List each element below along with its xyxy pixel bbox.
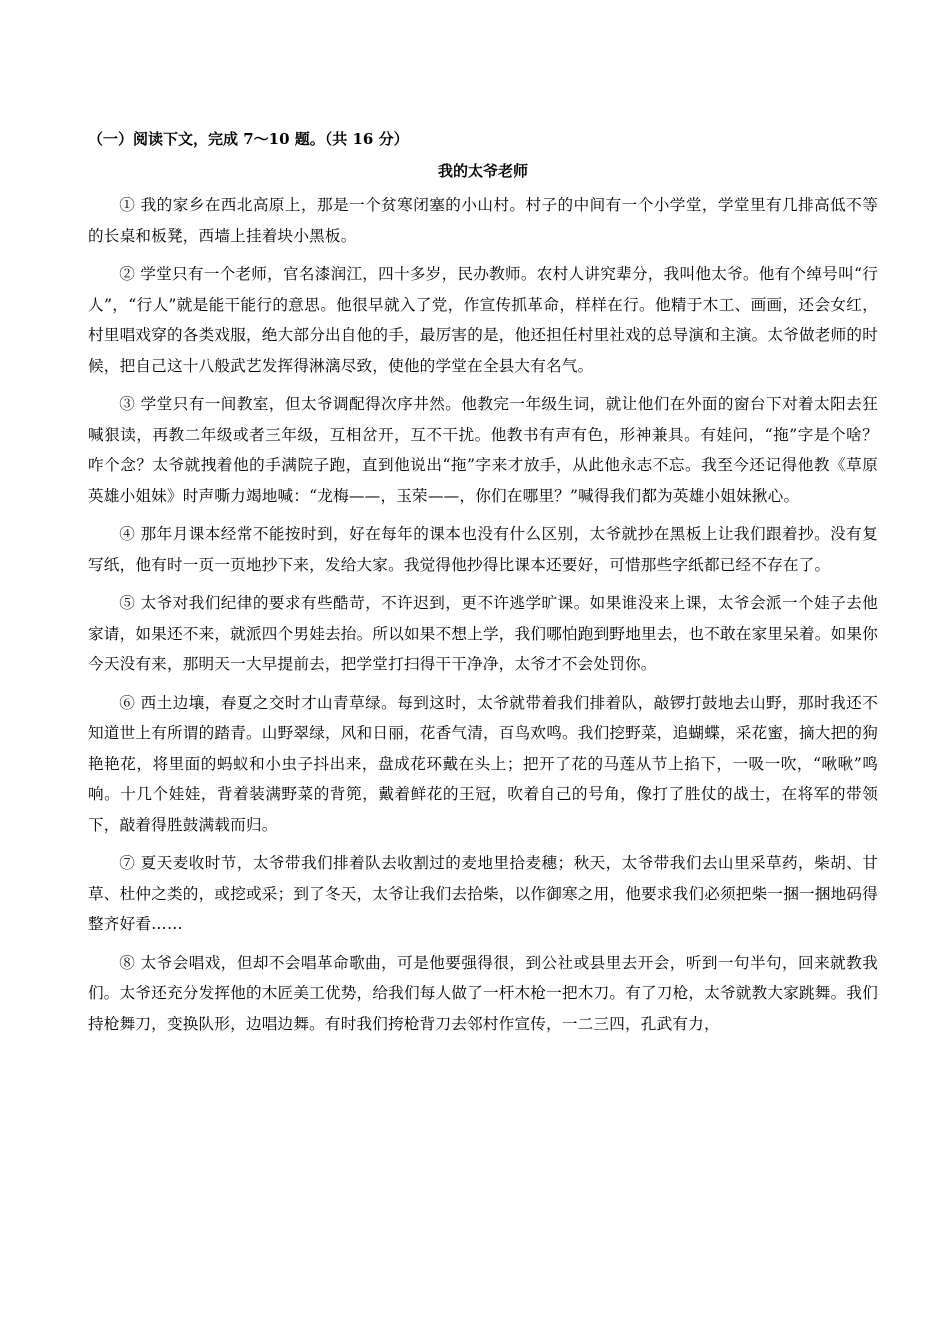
paragraph-8: ⑧ 太爷会唱戏，但却不会唱革命歌曲，可是他要强得很，到公社或县里去开会，听到一句半句，回来就教我们。太爷还充分发挥他的木匠美工优势，给我们每人做了一杆木枪一把木刀。有了刀枪，太爷就教大家跳舞。我们持枪舞刀，变换队形，边唱边舞。有时我们挎枪背刀去邻村作宣传，一二三四，孔武有力， — [88, 953, 878, 1033]
paragraph-1: ① 我的家乡在西北高原上，那是一个贫寒闭塞的小山村。村子的中间有一个小学堂，学堂里有几排高低不等的长桌和板凳，西墙上挂着块小黑板。 — [88, 196, 878, 245]
document-page — [88, 128, 878, 1047]
paragraph-2: ② 学堂只有一个老师，官名漆润江，四十多岁，民办教师。农村人讲究辈分，我叫他太爷。他有个绰号叫“行人”，“行人”就是能干能行的意思。他很早就入了党，作宣传抓革命，样样在行。他精于木工、画画，还会女红，村里唱戏穿的各类戏服，绝大部分出自他的手，最厉害的是，他还担任村里社戏的总导演和主演。太爷做老师的时候，把自己这十八般武艺发挥得淋漓尽致，使他的学堂在全县大有名气。 — [88, 265, 878, 375]
paragraph-7: ⑦ 夏天麦收时节，太爷带我们排着队去收割过的麦地里拾麦穗；秋天，太爷带我们去山里采草药，柴胡、甘草、杜仲之类的，或挖或采；到了冬天，太爷让我们去拾柴，以作御寒之用，他要求我们必须把柴一捆一捆地码得整齐好看…… — [88, 854, 878, 933]
paragraph-4: ④ 那年月课本经常不能按时到，好在每年的课本也没有什么区别，太爷就抄在黑板上让我们跟着抄。没有复写纸，他有时一页一页地抄下来，发给大家。我觉得他抄得比课本还要好，可惜那些字纸都已经不存在了。 — [88, 525, 878, 574]
paragraph-3: ③ 学堂只有一间教室，但太爷调配得次序井然。他教完一年级生词，就让他们在外面的窗台下对着太阳去狂喊狠读，再教二年级或者三年级，互相岔开，互不干扰。他教书有声有色，形神兼具。有娃问，“拖”字是个啥？咋个念？太爷就拽着他的手满院子跑，直到他说出“拖”字来才放手，从此他永志不忘。我至今还记得他教《草原英雄小姐妹》时声嘶力竭地喊：“龙梅——，玉荣——，你们在哪里？”喊得我们都为英雄小姐妹揪心。 — [88, 395, 878, 505]
section-heading: （一）阅读下文，完成 7～10 题。（共 16 分） — [88, 130, 409, 148]
paragraph-6: ⑥ 西土边壤，春夏之交时才山青草绿。每到这时，太爷就带着我们排着队，敲锣打鼓地去山野，那时我还不知道世上有所谓的踏青。山野翠绿，风和日丽，花香气清，百鸟欢鸣。我们挖野菜，追蝴蝶，采花蜜，摘大把的狗艳艳花，将里面的蚂蚁和小虫子抖出来，盘成花环戴在头上；把开了花的马莲从节上掐下，一吸一吹，“啾啾”鸣响。十几个娃娃，背着装满野菜的背篼，戴着鲜花的王冠，吹着自己的号角，像打了胜仗的战士，在将军的带领下，敲着得胜鼓满载而归。 — [88, 693, 878, 834]
paragraph-5: ⑤ 太爷对我们纪律的要求有些酷苛，不许迟到，更不许逃学旷课。如果谁没来上课，太爷会派一个娃子去他家请，如果还不来，就派四个男娃去抬。所以如果不想上学，我们哪怕跑到野地里去，也不敢在家里呆着。如果你今天没有来，那明天一大早提前去，把学堂打扫得干干净净，太爷才不会处罚你。 — [88, 594, 878, 673]
article-title: 我的太爷老师 — [437, 162, 528, 180]
